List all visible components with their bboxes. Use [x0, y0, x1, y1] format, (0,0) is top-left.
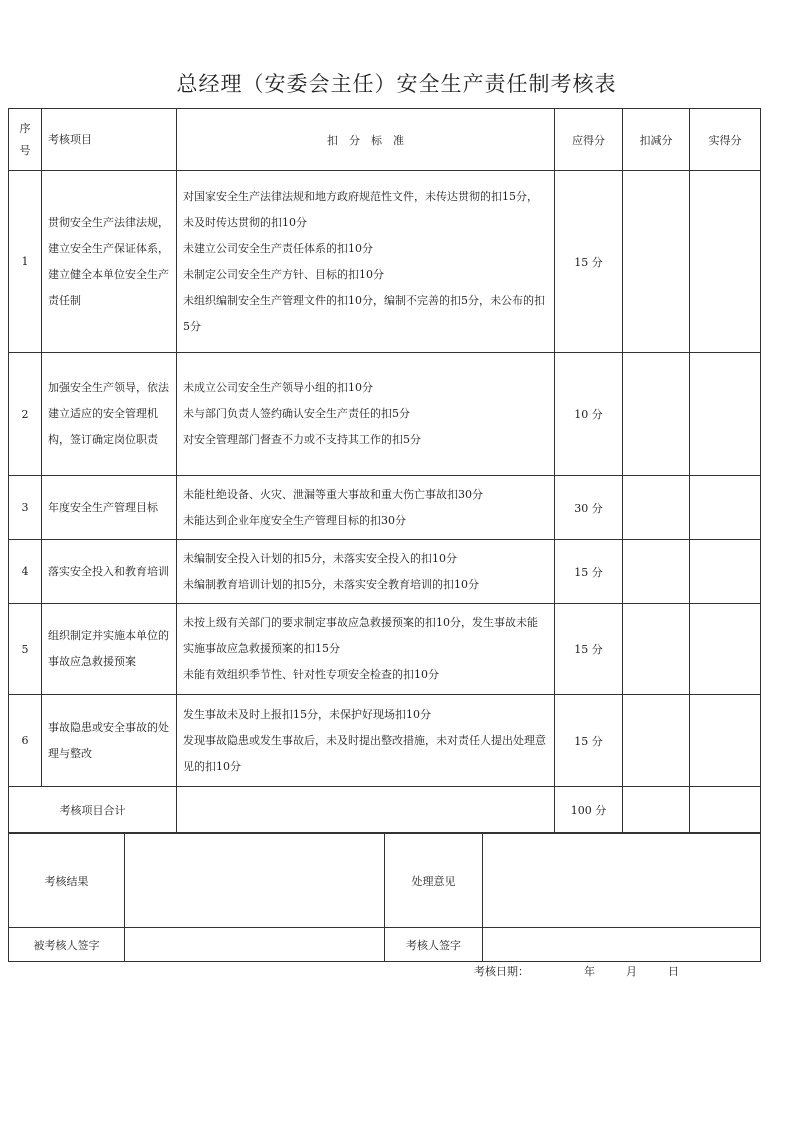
- criteria-line: 未编制教育培训计划的扣5分，未落实安全教育培训的扣10分: [183, 577, 479, 591]
- row-due-score: 10 分: [555, 353, 623, 476]
- row-criteria: [177, 353, 555, 476]
- row-deduct-score-field[interactable]: [623, 604, 690, 695]
- total-deduct-score-field[interactable]: [623, 787, 690, 833]
- criteria-line: 发现事故隐患或发生事故后，未及时提出整改措施，未对责任人提出处理意见的扣10分: [183, 733, 546, 773]
- header-item: 考核项目: [42, 109, 177, 171]
- date-label: 考核日期：: [474, 965, 529, 978]
- row-item: 年度安全生产管理目标: [42, 476, 177, 540]
- table-row: [9, 171, 761, 353]
- criteria-line: 对国家安全生产法律法规和地方政府规范性文件，未传达贯彻的扣15分，未及时传达贯彻的扣10分: [183, 189, 538, 229]
- assessment-table: [8, 108, 761, 833]
- total-due-score: 100 分: [555, 787, 623, 833]
- row-item: 组织制定并实施本单位的事故应急救援预案: [42, 604, 177, 695]
- assessor-sign-label: 考核人签字: [385, 928, 483, 962]
- header-seq: 序号: [9, 109, 42, 171]
- criteria-line: 未制定公司安全生产方针、目标的扣10分: [183, 267, 384, 281]
- row-actual-score-field[interactable]: [690, 604, 761, 695]
- row-item: 贯彻安全生产法律法规，建立安全生产保证体系，建立健全本单位安全生产责任制: [42, 171, 177, 353]
- result-field[interactable]: [125, 834, 385, 928]
- criteria-line: 未组织编制安全生产管理文件的扣10分，编制不完善的扣5分，未公布的扣5分: [183, 293, 545, 333]
- header-deduct-score: 扣减分: [623, 109, 690, 171]
- row-seq: 5: [9, 604, 42, 695]
- result-row: [9, 834, 761, 928]
- row-actual-score-field[interactable]: [690, 476, 761, 540]
- total-criteria-field: [177, 787, 555, 833]
- header-due-score: 应得分: [555, 109, 623, 171]
- row-seq: 2: [9, 353, 42, 476]
- criteria-line: 对安全管理部门督查不力或不支持其工作的扣5分: [183, 433, 421, 446]
- row-actual-score-field[interactable]: [690, 171, 761, 353]
- assessor-sign-field[interactable]: [483, 928, 761, 962]
- criteria-line: 未建立公司安全生产责任体系的扣10分: [183, 241, 373, 255]
- result-label: 考核结果: [9, 834, 125, 928]
- row-criteria: [177, 171, 555, 353]
- date-year: 年: [584, 965, 595, 978]
- criteria-line: 发生事故未及时上报扣15分，未保护好现场扣10分: [183, 707, 431, 721]
- criteria-line: 未按上级有关部门的要求制定事故应急救援预案的扣10分，发生事故未能实施事故应急救援预案的扣15分: [183, 616, 538, 655]
- row-due-score: 15 分: [555, 540, 623, 604]
- table-row: [9, 540, 761, 604]
- row-deduct-score-field[interactable]: [623, 695, 690, 787]
- row-actual-score-field[interactable]: [690, 695, 761, 787]
- date-month: 月: [626, 965, 637, 978]
- assessee-sign-field[interactable]: [125, 928, 385, 962]
- criteria-line: 未能有效组织季节性、针对性专项安全检查的扣10分: [183, 668, 439, 681]
- row-deduct-score-field[interactable]: [623, 540, 690, 604]
- row-seq: 1: [9, 171, 42, 353]
- table-row: [9, 604, 761, 695]
- date-day: 日: [668, 965, 679, 978]
- header-criteria: 扣 分 标 准: [177, 109, 555, 171]
- row-deduct-score-field[interactable]: [623, 171, 690, 353]
- row-seq: 3: [9, 476, 42, 540]
- row-due-score: 30 分: [555, 476, 623, 540]
- row-item: 加强安全生产领导，依法建立适应的安全管理机构，签订确定岗位职责: [42, 353, 177, 476]
- table-row: [9, 695, 761, 787]
- row-due-score: 15 分: [555, 604, 623, 695]
- row-due-score: 15 分: [555, 171, 623, 353]
- assessment-date: [474, 963, 679, 979]
- row-seq: 6: [9, 695, 42, 787]
- header-actual-score: 实得分: [690, 109, 761, 171]
- row-criteria: [177, 695, 555, 787]
- table-row: [9, 353, 761, 476]
- opinion-label: 处理意见: [385, 834, 483, 928]
- criteria-line: 未编制安全投入计划的扣5分，未落实安全投入的扣10分: [183, 551, 457, 565]
- row-item: 事故隐患或安全事故的处理与整改: [42, 695, 177, 787]
- row-due-score: 15 分: [555, 695, 623, 787]
- criteria-line: 未与部门负责人签约确认安全生产责任的扣5分: [183, 407, 410, 420]
- total-row: [9, 787, 761, 833]
- row-actual-score-field[interactable]: [690, 353, 761, 476]
- table-header-row: [9, 109, 761, 171]
- row-criteria: [177, 476, 555, 540]
- criteria-line: 未能杜绝设备、火灾、泄漏等重大事故和重大伤亡事故扣30分: [183, 487, 483, 501]
- page-title: 总经理（安委会主任）安全生产责任制考核表: [176, 72, 617, 96]
- row-deduct-score-field[interactable]: [623, 476, 690, 540]
- criteria-line: 未成立公司安全生产领导小组的扣10分: [183, 381, 373, 394]
- row-criteria: [177, 604, 555, 695]
- result-table: [8, 833, 761, 962]
- row-actual-score-field[interactable]: [690, 540, 761, 604]
- total-actual-score-field[interactable]: [690, 787, 761, 833]
- total-label: 考核项目合计: [9, 787, 177, 833]
- signature-row: [9, 928, 761, 962]
- assessee-sign-label: 被考核人签字: [9, 928, 125, 962]
- row-seq: 4: [9, 540, 42, 604]
- criteria-line: 未能达到企业年度安全生产管理目标的扣30分: [183, 513, 406, 527]
- opinion-field[interactable]: [483, 834, 761, 928]
- row-deduct-score-field[interactable]: [623, 353, 690, 476]
- table-row: [9, 476, 761, 540]
- row-criteria: [177, 540, 555, 604]
- row-item: 落实安全投入和教育培训: [42, 540, 177, 604]
